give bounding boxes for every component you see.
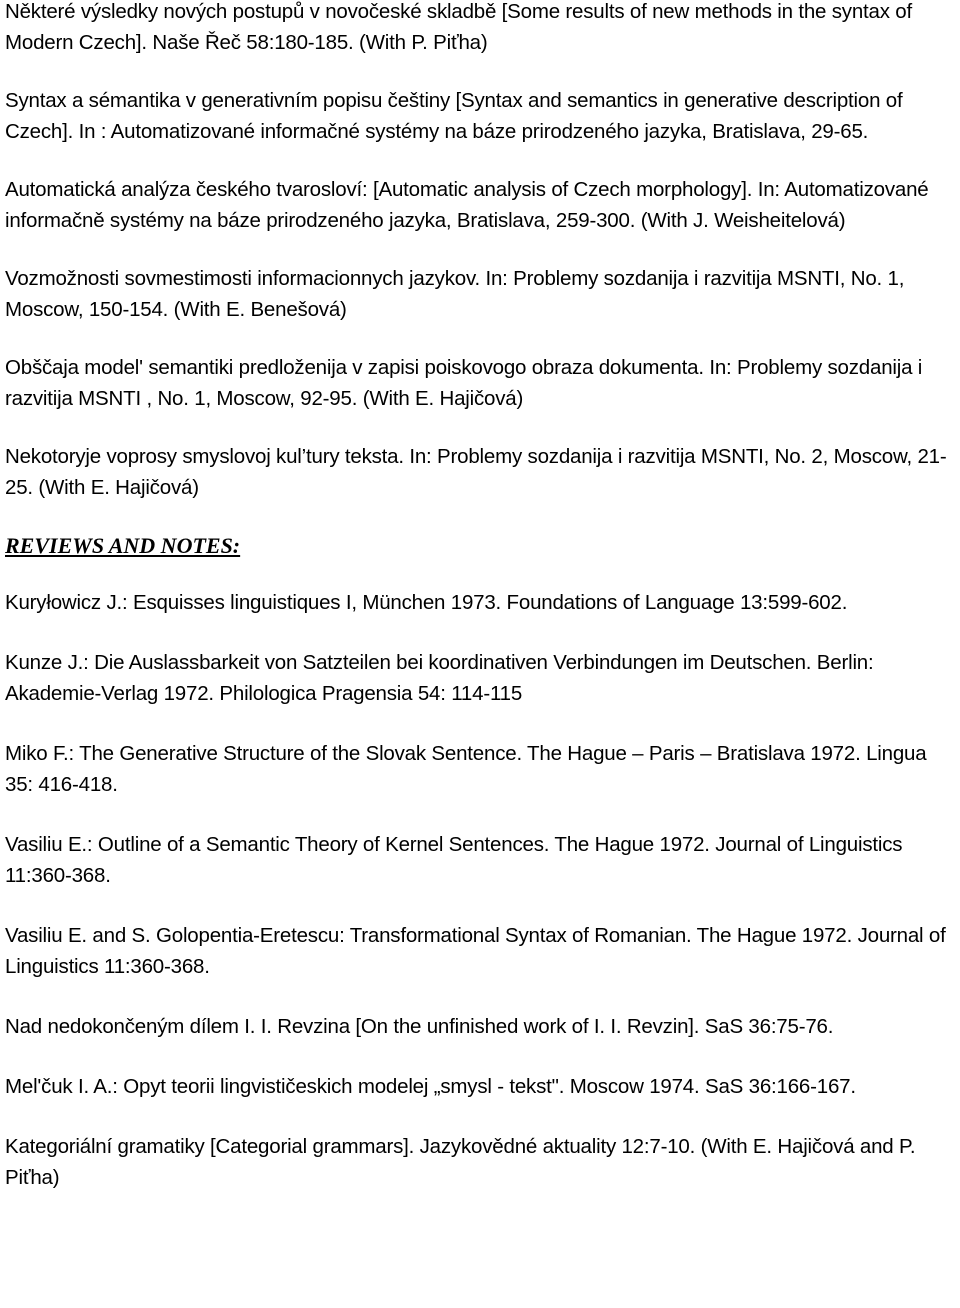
review-entry: Vasiliu E. and S. Golopentia-Eretescu: Transformational Syntax of Romanian. The Hague 1972. Journal of Linguistics 11:360-368. (5, 924, 946, 978)
review-entry: Kategoriální gramatiky [Categorial grammars]. Jazykovědné aktuality 12:7-10. (With E. Hajičová and P. Piťha) (5, 1135, 916, 1189)
publication-entry: Obščaja model' semantiki predloženija v zapisi poiskovogo obraza dokumenta. In: Problemy sozdanija i razvitija MSNTI , No. 1, Moscow, 92-95. (With E. Hajičová) (5, 356, 923, 410)
review-entry: Vasiliu E.: Outline of a Semantic Theory of Kernel Sentences. The Hague 1972. Journal of Linguistics 11:360-368. (5, 833, 903, 887)
review-entry: Miko F.: The Generative Structure of the Slovak Sentence. The Hague – Paris – Bratislava 1972. Lingua 35: 416-418. (5, 742, 927, 796)
review-entry: Mel'čuk I. A.: Opyt teorii lingvističeskich modelej „smysl - tekst". Moscow 1974. SaS 36:166-167. (5, 1075, 856, 1098)
publication-entry: Automatická analýza českého tvarosloví: [Automatic analysis of Czech morphology]. In: Automatizované informačně systémy na báze prirodzeného jazyka, Bratislava, 259-300. (With J. Weisheitelová) (5, 178, 929, 232)
publication-entry: Vozmožnosti sovmestimosti informacionnych jazykov. In: Problemy sozdanija i razvitija MSNTI, No. 1, Moscow, 150-154. (With E. Benešová) (5, 267, 905, 321)
section-heading-reviews: REVIEWS AND NOTES: (5, 533, 241, 558)
review-entry: Nad nedokončeným dílem I. I. Revzina [On the unfinished work of I. I. Revzin]. SaS 36:75-76. (5, 1015, 834, 1038)
publication-entry: Nekotoryje voprosy smyslovoj kul’tury teksta. In: Problemy sozdanija i razvitija MSNTI, No. 2, Moscow, 21-25. (With E. Hajičová) (5, 445, 947, 499)
review-entry: Kuryłowicz J.: Esquisses linguistiques I, München 1973. Foundations of Language 13:599-602. (5, 591, 848, 614)
review-entry: Kunze J.: Die Auslassbarkeit von Satzteilen bei koordinativen Verbindungen im Deutschen. Berlin: Akademie-Verlag 1972. Philologica Pragensia 54: 114-115 (5, 651, 874, 705)
publication-entry: Některé výsledky nových postupů v novočeské skladbě [Some results of new methods in the syntax of Modern Czech]. Naše Řeč 58:180-185. (With P. Piťha) (5, 0, 912, 54)
bibliography-page (5, 0, 957, 1222)
publication-entry: Syntax a sémantika v generativním popisu češtiny [Syntax and semantics in generative description of Czech]. In : Automatizované informačné systémy na báze prirodzeného jazyka, Bratislava, 29-65. (5, 89, 903, 143)
